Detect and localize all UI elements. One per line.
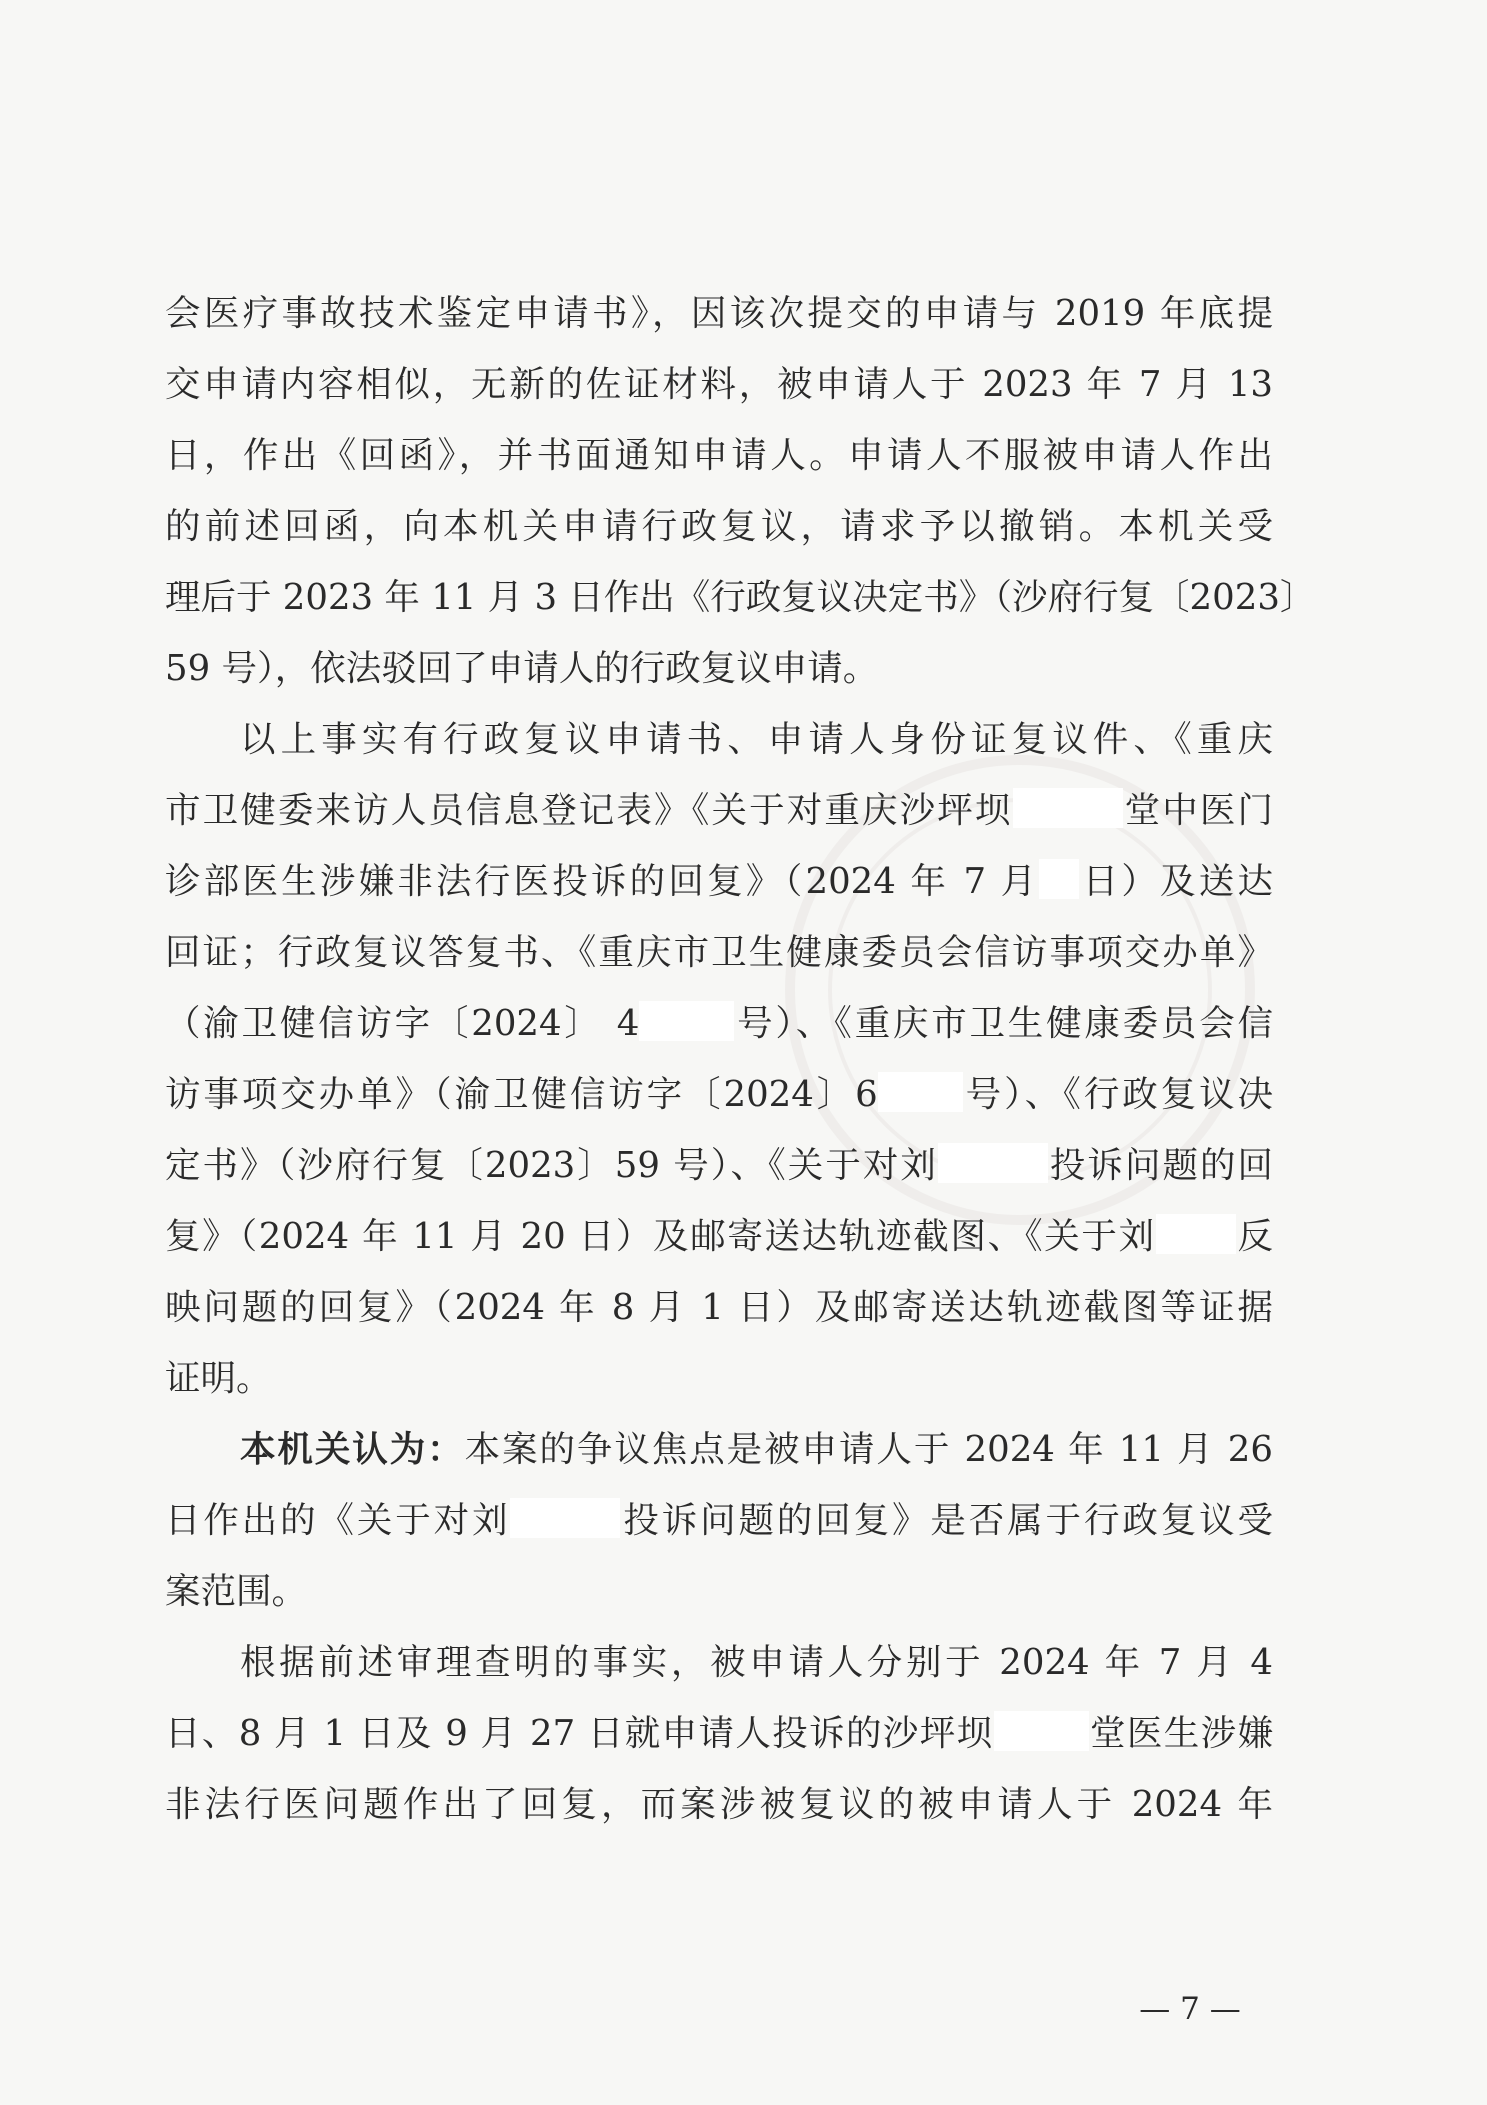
bold-heading: 本机关认为： bbox=[240, 1429, 465, 1470]
redaction-box bbox=[1156, 1214, 1236, 1254]
text-line bbox=[165, 1213, 1273, 1261]
text-segment: 日）及送达 bbox=[1079, 861, 1273, 902]
text-segment: 号）、《行政复议决 bbox=[962, 1074, 1273, 1115]
redaction-box bbox=[1013, 788, 1123, 828]
redaction-box bbox=[938, 1143, 1048, 1183]
text-line bbox=[165, 1710, 1273, 1758]
redaction-box bbox=[994, 1711, 1089, 1751]
redaction-box bbox=[510, 1498, 620, 1538]
text-segment: 投诉问题的回 bbox=[1047, 1145, 1273, 1186]
text-segment: 日作出的《关于对刘 bbox=[165, 1500, 511, 1541]
page-number: — 7 — bbox=[1139, 1991, 1241, 2027]
text-line: 交申请内容相似，无新的佐证材料，被申请人于 2023 年 7 月 13 bbox=[165, 364, 1273, 405]
text-line bbox=[165, 787, 1273, 835]
text-line: 案范围。 bbox=[165, 1571, 308, 1612]
text-line: 以上事实有行政复议申请书、申请人身份证复议件、《重庆 bbox=[240, 719, 1273, 760]
text-line: 证明。 bbox=[165, 1358, 272, 1399]
text-line bbox=[240, 1426, 1273, 1474]
text-line: 非法行医问题作出了回复，而案涉被复议的被申请人于 2024 年 bbox=[165, 1784, 1273, 1825]
redaction-box bbox=[878, 1072, 963, 1112]
text-line bbox=[165, 1071, 1273, 1119]
text-line: 回证；行政复议答复书、《重庆市卫生健康委员会信访事项交办单》 bbox=[165, 932, 1273, 973]
text-segment: 日、8 月 1 日及 9 月 27 日就申请人投诉的沙坪坝 bbox=[165, 1713, 994, 1754]
text-segment: 号）、《重庆市卫生健康委员会信 bbox=[734, 1003, 1273, 1044]
redaction-box bbox=[639, 1001, 734, 1041]
text-line: 映问题的回复》（2024 年 8 月 1 日）及邮寄送达轨迹截图等证据 bbox=[165, 1287, 1273, 1328]
text-line: 的前述回函，向本机关申请行政复议，请求予以撤销。本机关受 bbox=[165, 506, 1273, 547]
text-segment: 诊部医生涉嫌非法行医投诉的回复》（2024 年 7 月 bbox=[165, 861, 1040, 902]
text-segment: （渝卫健信访字〔2024〕 4 bbox=[165, 1003, 640, 1044]
text-line: 理后于 2023 年 11 月 3 日作出《行政复议决定书》（沙府行复〔2023〕 bbox=[165, 577, 1316, 618]
text-line: 日，作出《回函》，并书面通知申请人。申请人不服被申请人作出 bbox=[165, 435, 1273, 476]
text-segment: 市卫健委来访人员信息登记表》《关于对重庆沙坪坝 bbox=[165, 790, 1013, 831]
text-line: 会医疗事故技术鉴定申请书》，因该次提交的申请与 2019 年底提 bbox=[165, 293, 1273, 334]
text-segment: 投诉问题的回复》是否属于行政复议受 bbox=[620, 1500, 1273, 1541]
redaction-box bbox=[1039, 859, 1079, 899]
text-segment: 定书》（沙府行复〔2023〕59 号）、《关于对刘 bbox=[165, 1145, 938, 1186]
text-line bbox=[165, 1000, 1273, 1048]
text-line bbox=[165, 1142, 1273, 1190]
text-segment: 堂中医门 bbox=[1122, 790, 1273, 831]
text-segment: 复》（2024 年 11 月 20 日）及邮寄送达轨迹截图、《关于刘 bbox=[165, 1216, 1156, 1257]
text-line bbox=[165, 1497, 1273, 1545]
text-segment: 反 bbox=[1235, 1216, 1273, 1257]
text-segment: 堂医生涉嫌 bbox=[1088, 1713, 1273, 1754]
text-line: 59 号），依法驳回了申请人的行政复议申请。 bbox=[165, 648, 879, 689]
text-segment: 本案的争议焦点是被申请人于 2024 年 11 月 26 bbox=[464, 1429, 1273, 1470]
text-line: 根据前述审理查明的事实，被申请人分别于 2024 年 7 月 4 bbox=[240, 1642, 1273, 1683]
text-line bbox=[165, 858, 1273, 906]
text-segment: 访事项交办单》（渝卫健信访字〔2024〕6 bbox=[165, 1074, 878, 1115]
